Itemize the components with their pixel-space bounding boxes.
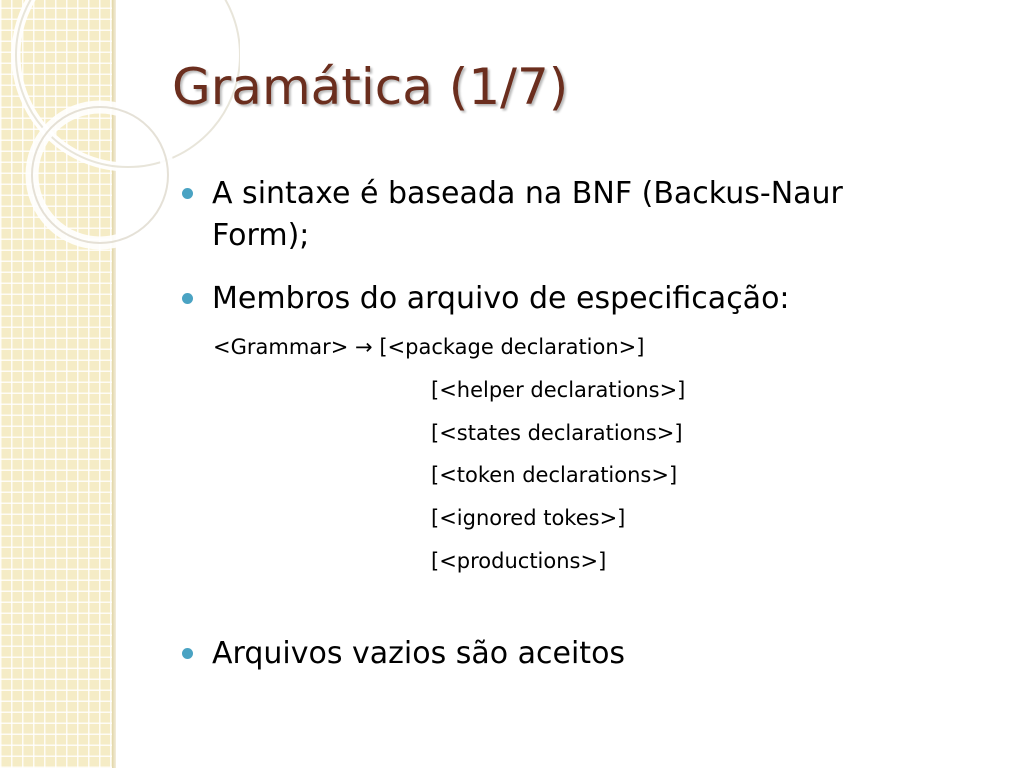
grammar-item: [<token declarations>] (431, 463, 678, 487)
grammar-item: [<ignored tokes>] (431, 506, 626, 530)
grammar-item: [<states declarations>] (431, 421, 683, 445)
grammar-item: [<productions>] (431, 549, 607, 573)
slide-title: Gramática (1/7) (172, 58, 569, 116)
bullet-dot-icon (182, 648, 193, 659)
bullet-dot-icon (182, 188, 193, 199)
bullet-dot-icon (182, 293, 193, 304)
bullet-item (182, 173, 922, 257)
bullet-item (182, 633, 922, 675)
grammar-head: <Grammar> → [<package declaration>] (213, 335, 645, 359)
grammar-item: [<helper declarations>] (431, 378, 686, 402)
bullet-text: A sintaxe é baseada na BNF (Backus-Naur Form); (212, 176, 843, 253)
bullet-item (182, 278, 922, 320)
bullet-text: Arquivos vazios são aceitos (212, 636, 626, 671)
bullet-text: Membros do arquivo de especificação: (212, 281, 790, 316)
